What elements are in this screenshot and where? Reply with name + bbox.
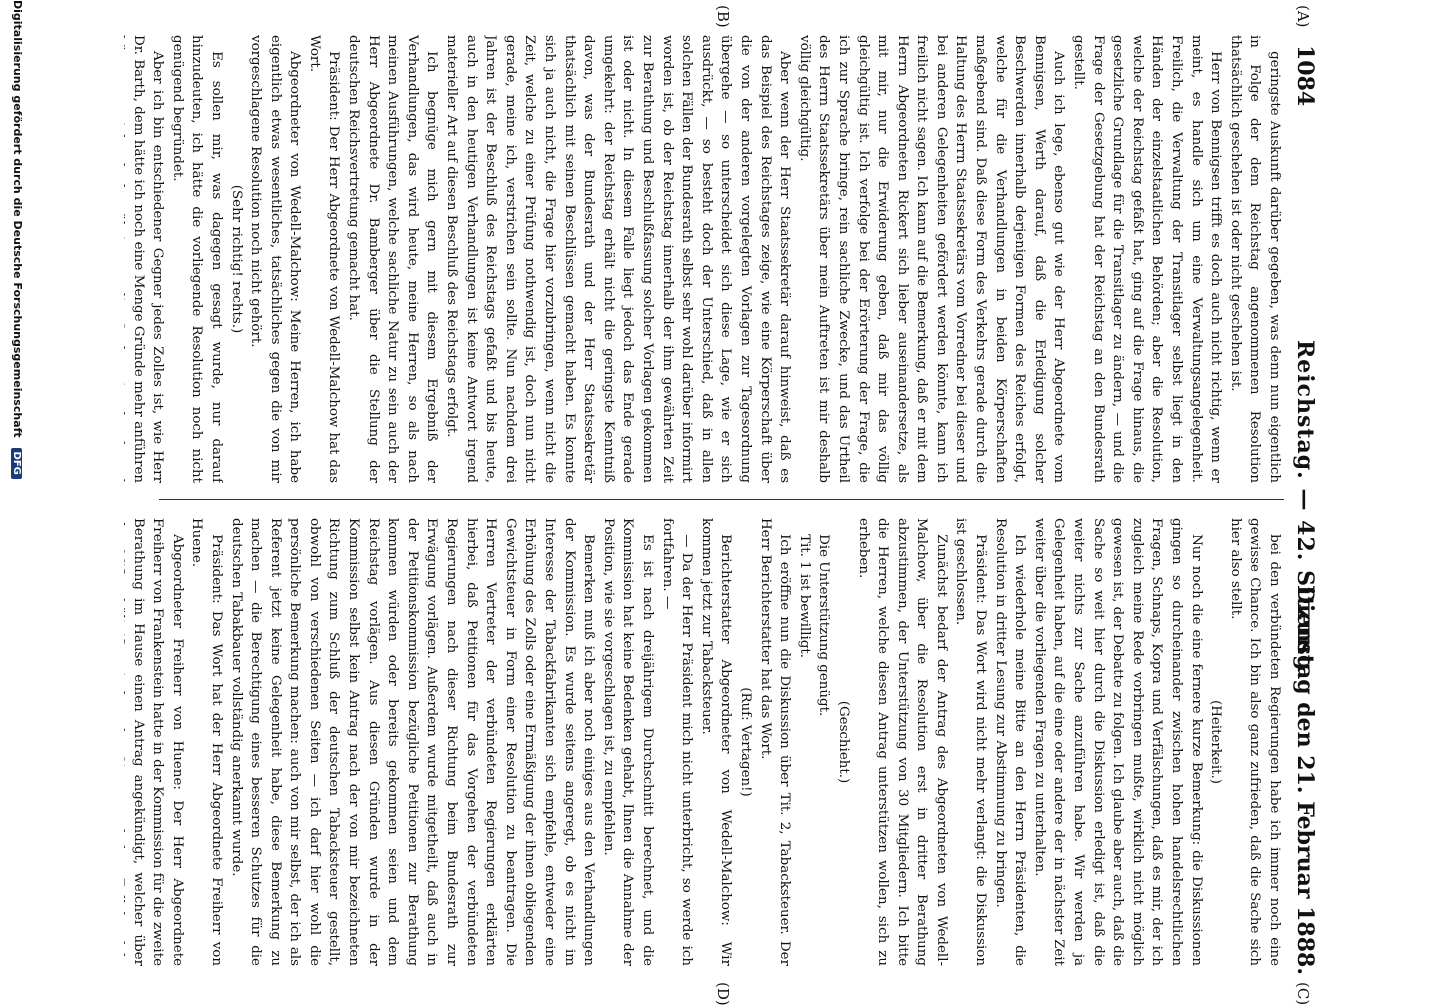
paragraph: Ich wiederhole meine Bitte an den Herrn Präsidenten, die Resolution in dritter Lesung zur Abstimmung zu bringen. [992, 518, 1028, 966]
digitization-note: Digitalisierung gefördert durch die Deutsche Forschungsgemeinschaft [11, 0, 24, 438]
session-date: Dienstag den 21. Februar 1888. [1292, 584, 1318, 975]
paragraph: Herr von Bennigsen trifft es doch auch nicht richtig, wenn er meint, es handle sich um eine Verwaltungsangelegenheit. Freilich, die Verwaltung der Transitlager selbst liegt in den Händen der einzelstaatlichen Behörden; aber die Resolution, welche der Reichstag gefaßt hat, ging auf die Frage hinaus, die gesetzliche Grundlage für die Transitlager zu ändern, — und die Frage der Gesetzgebung hat der Reichstag an den Bundesrath gestellt. [1071, 35, 1224, 483]
speaker-paragraph: Abgeordneter von Wedell-Malchow: Meine Herren, ich habe eigentlich etwas wesentliches, tatsächliches gegen die von mir vorgeschlagene Resolution noch nicht gehört. [248, 35, 303, 483]
paragraph: Nur noch die eine fernere kurze Bemerkung: die Diskussionen gingen so durcheinander zwischen hohen handelsrechtlichen Fragen, Schnaps, Kopra und Verfälschungen, daß es mir, der ich zugleich meine Rede vorbringen mußte, wirklich nicht möglich gewesen ist, der Debatte zu folgen. Ich glaube aber auch, daß die Sache so weit hier durch die Diskussion erledigt ist, daß die weiter nichts zur Sache anzuführen habe. Wir werden ja Gelegenheit haben, auf die eine oder andere der in nächster Zeit weiter über die vorliegenden Fragen zu unterhalten. [1031, 518, 1204, 966]
margin-marker-b: (B) [714, 5, 732, 28]
margin-marker-d: (D) [714, 982, 732, 1006]
interjection: (Heiterkeit.) [1208, 700, 1224, 784]
speaker-paragraph: Präsident: Das Wort wird nicht mehr verlangt: die Diskussion ist geschlossen. [953, 518, 989, 966]
paragraph: Auch ich lege, ebenso gut wie der Herr Abgeordnete vom Bennigsen, Werth darauf, daß die Erledigung solcher Beschwerden innerhalb derjenigen Formen des Reiches erfolgt, welche für die Verhandlungen in beiden Körperschaften maßgebend sind. Daß diese Form des Verkehrs gerade durch die Haltung des Herrn Staatssekretärs vom Vorredner bei dieser und bei anderen Gelegenheiten gefördert werden könnte, kann ich freilich nicht sagen. Ich kann auf die Bemerkung, daß er mit dem Herrn Abgeordneten Rickert sich lieber auseinandersetze, als mit mir, nur die Erwiderung geben, daß mir das völlig gleichgültig ist. Ich verfolge bei der Erörterung der Frage, die ich zur Sprache bringe, rein sachliche Zwecke, und das Urtheil des Herrn Staatssekretärs über mein Auftreten ist mir deshalb völlig gleichgültig. [796, 35, 1067, 483]
paragraph: Aber wenn der Herr Staatssekretär darauf hinweist, daß es das Beispiel des Reichstages zeige, wie eine Körperschaft über die von der anderen vorgelegten Vorlagen zur Tagesordnung übergehe — so unterscheidet sich diese Lage, wie er sich ausdrückt, — so besteht doch der Unterschied, daß in allen solchen Fällen der Bundesrath selbst sehr wohl darüber informirt worden ist, ob der Reichstag innerhalb der ihm gewährten Zeit zur Berathung und Beschlußfassung solcher Vorlagen gekommen ist oder nicht. In diesem Falle liegt jedoch das Ende gerade umgekehrt: der Reichstag erhält nicht die geringste Kenntniß davon, was der Bundesrath und der Herr Staatssekretär thatsächlich mit seinen Beschlüssen gemacht haben. Es konnte sich ja auch nicht, die Frage hier vorzubringen, wenn nicht die Zeit, welche zu einer Prüfung nothwendig ist, doch nun nicht gerade, meine ich, verstrichen sein sollte. Nun nachdem drei Jahren ist der Beschluß des Reichstags gefaßt und bis heute, auch in den heutigen Verhandlungen ist keine Antwort irgend materieller Art auf diesen Beschluß des Reichstags erfolgt. [444, 35, 793, 483]
paragraph: geringste Auskunft darüber gegeben, was denn nun eigentlich in Folge der dem Reichstag angenommenen Resolution thatsächlich geschehen ist oder nicht geschehen ist. [1227, 35, 1282, 483]
speaker-paragraph: Präsident: Das Wort hat der Herr Abgeordnete Freiherr von Huene. [189, 518, 224, 966]
speaker-paragraph: Berichterstatter Abgeordneter von Wedell-Malchow: Wir kommen jetzt zur Tabacksteuer. [698, 518, 734, 966]
paragraph: Tit. 1 ist bewilligt. [796, 534, 812, 659]
digitization-footer [4, 0, 24, 1000]
interjection: (Ruf: Vertagen!) [737, 687, 753, 797]
paragraph: Bemerken muß ich aber noch einiges aus den Verhandlungen der Kommission. Es wurde seitens angeregt, ob es nicht im Interesse der Tabackfabrikanten sich empfehle, entweder eine Erhöhung des Zolls oder eine Ermäßigung der ihnen obliegenden Gewichtsteuer in Form einer Resolution zu beantragen. Die Herren Vertreter der verbündeten Regierungen erklärten hierbei, daß Petitionen für das Vorgehen der verbündeten Regierungen nach dieser Richtung beim Bundesrath zur Erwägung vorlägen. Außerdem wurde mitgetheilt, daß auch in der Petitionskommission bezügliche Petitionen zur Berathung kommen würden oder bereits gekommen seien und dem Reichstag vorlägen. Aus diesen Gründen wurde in der Kommission selbst kein Antrag nach der von mir bezeichneten Richtung zum Schluß der deutschen Tabacksteuer gestellt, obwohl von verschiedenen Seiten — ich darf hier wohl die persönliche Bemerkung machen: auch von mir selbst, der ich als Referent jetzt keine Gelegenheit habe, diese Bemerkung zu machen — die Berechtigung eines besseren Schutzes für die deutschen Tabakbauer vollständig anerkannt wurde. [228, 518, 597, 966]
paragraph: Es ist nach dreijährigem Durchschnitt berechnet, und die Kommission hat keine Bedenken gehabt, Ihnen die Annahme der Position, wie sie vorgeschlagen ist, zu empfehlen. [600, 518, 655, 966]
right-column [124, 518, 1284, 966]
paragraph: — Da der Herr Präsident mich nicht unterbricht, so werde ich fortfahren. — [659, 518, 695, 966]
paragraph: Ich eröffne nun die Diskussion über Tit. 2, Tabacksteuer. Der Herr Berichterstatter hat das Wort. [757, 518, 793, 966]
left-column [124, 35, 1284, 483]
interjection: (Sehr richtig! rechts.) [228, 184, 244, 334]
session-title: Reichstag. — 42. Sitzung. [1292, 339, 1318, 681]
paragraph: Aber ich bin entschiedener Gegner jedes Zolles ist, wie Herr Dr. Barth, dem hätte ich noch eine Menge Gründe mehr anführen [130, 35, 166, 483]
speaker-paragraph: Abgeordneter Freiherr von Huene: Der Herr Abgeordnete Freiherr von Frankenstein hatte in der Kommission für die zweite Berathung im Hause einen Antrag angekündigt, welcher über [130, 518, 185, 966]
margin-marker-c: (C) [1294, 982, 1312, 1006]
margin-marker-a: (A) [1294, 5, 1312, 28]
paragraph: Die Unterstützung genügt. [816, 534, 832, 717]
page-header [1282, 45, 1322, 975]
speaker-paragraph: Präsident: Der Herr Abgeordnete von Wedell-Malchow hat das Wort. [306, 35, 342, 483]
interjection: (Geschieht.) [835, 700, 851, 784]
paragraph: Ich begnüge mich gern mit diesem Ergebniß der Verhandlungen, das wird heute, meine Herren, so als nach meinen Ausführungen, welche sachliche Natur zu sein auch der Herr Abgeordnete Dr. Bamberger über die Stellung der deutschen Reichsvertretung gemacht hat. [346, 35, 440, 483]
column-divider [159, 499, 1284, 500]
page-number: 1084 [1292, 45, 1318, 107]
paragraph: Es sollen mir, was dagegen gesagt wurde, nur darauf hinzudeuten, ich hätte die vorliegende Resolution noch nicht genügend begründet. [169, 35, 224, 483]
paragraph: Zunächst bedarf der Antrag des Abgeordneten von Wedell-Malchow, über die Resolution erst in dritter Berathung abzustimmen, der Unterstützung von 30 Mitgliedern. Ich bitte die Herren, welche diesen Antrag unterstützen wollen, sich zu erheben. [855, 518, 949, 966]
paragraph: bei den verbündeten Regierungen habe ich immer noch eine gewisse Chance. Ich bin also ganz zufrieden, daß die Sache sich hier also stellt. [1227, 518, 1282, 966]
dfg-logo: DFG [11, 448, 22, 479]
